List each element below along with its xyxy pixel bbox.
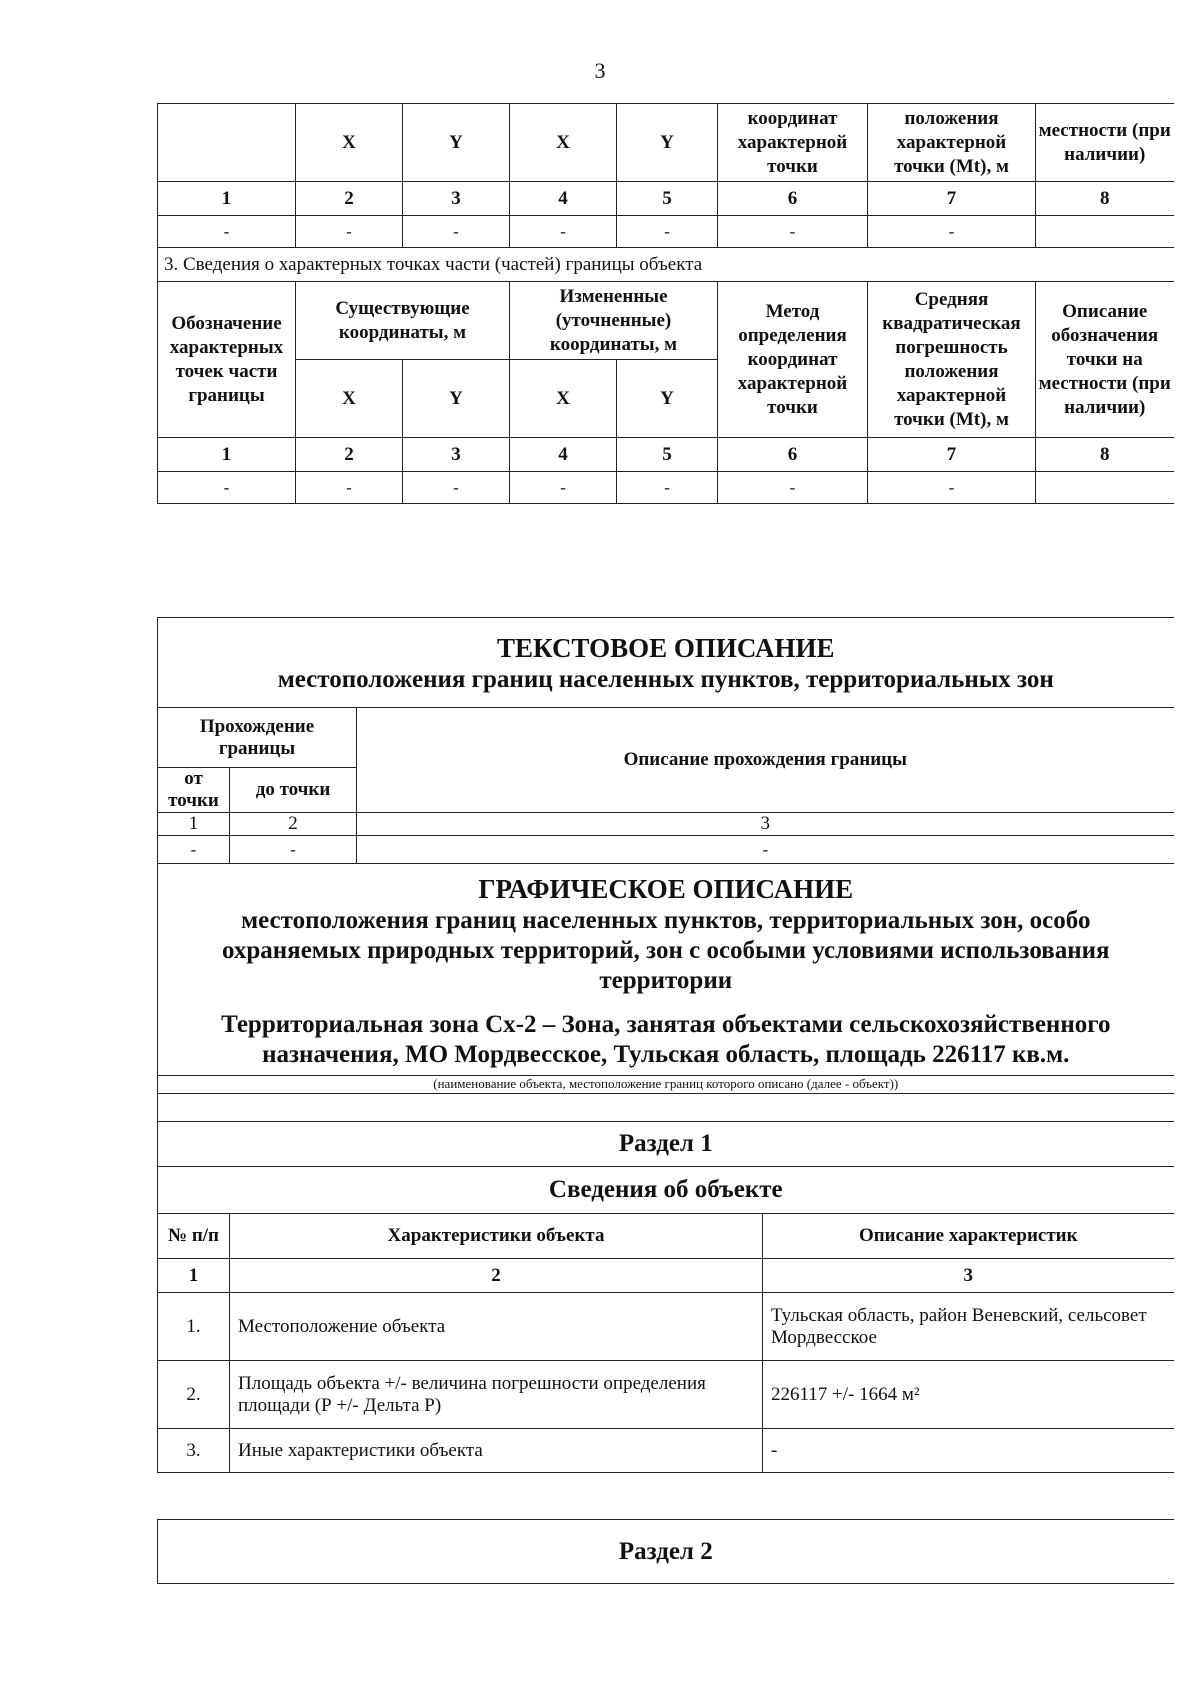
header-x: X bbox=[510, 360, 617, 438]
table-row bbox=[158, 1473, 1174, 1520]
column-number: 3 bbox=[403, 438, 510, 472]
table-row bbox=[158, 708, 1174, 768]
header-characteristics-description: Описание характеристик bbox=[763, 1214, 1174, 1259]
header-changed-coords: Измененные (уточненные) координаты, м bbox=[510, 282, 718, 360]
column-number: 2 bbox=[230, 813, 357, 836]
column-number: 5 bbox=[617, 182, 718, 216]
table-cell: - bbox=[868, 216, 1036, 248]
header-description: Описание обозначения точки на местности (при наличии) bbox=[1036, 282, 1174, 438]
header-from-point: от точки bbox=[158, 768, 230, 813]
row-number: 1. bbox=[158, 1293, 230, 1361]
text-description-heading bbox=[158, 618, 1174, 708]
table-cell: - bbox=[158, 472, 296, 504]
table-row bbox=[158, 1122, 1174, 1167]
table-row bbox=[158, 1429, 1174, 1473]
table-cell: - bbox=[617, 216, 718, 248]
table-row bbox=[158, 1214, 1174, 1259]
row-number: 3. bbox=[158, 1429, 230, 1473]
description-form bbox=[157, 617, 1174, 1584]
table-row bbox=[158, 1167, 1174, 1214]
table-cell: - bbox=[718, 216, 868, 248]
characteristic-value: Тульская область, район Веневский, сельсовет Мордвесское bbox=[763, 1293, 1174, 1361]
section-caption: 3. Сведения о характерных точках части (частей) границы объекта bbox=[158, 248, 1174, 282]
column-number: 3 bbox=[763, 1259, 1174, 1293]
column-number: 2 bbox=[230, 1259, 763, 1293]
column-number: 6 bbox=[718, 438, 868, 472]
row-number: 2. bbox=[158, 1361, 230, 1429]
header-designation: Обозначение характерных точек части границы bbox=[158, 282, 296, 438]
section1-subtitle: Сведения об объекте bbox=[158, 1167, 1174, 1214]
spacer-row bbox=[158, 1094, 1174, 1122]
column-number: 7 bbox=[868, 182, 1036, 216]
header-number: № п/п bbox=[158, 1214, 230, 1259]
column-number: 2 bbox=[296, 438, 403, 472]
text-description-title: ТЕКСТОВОЕ ОПИСАНИЕ bbox=[497, 632, 835, 663]
zone-note: (наименование объекта, местоположение границ которого описано (далее - объект)) bbox=[158, 1076, 1174, 1094]
table-cell: положения характерной точки (Mt), м bbox=[868, 104, 1036, 182]
header-characteristics: Характеристики объекта bbox=[230, 1214, 763, 1259]
column-number: 1 bbox=[158, 1259, 230, 1293]
table-row bbox=[158, 1094, 1174, 1122]
table-cell: координат характерной точки bbox=[718, 104, 868, 182]
table-cell: местности (при наличии) bbox=[1036, 104, 1174, 182]
table-row bbox=[158, 1076, 1174, 1094]
table-row bbox=[158, 248, 1174, 282]
table-row bbox=[158, 1259, 1174, 1293]
column-number: 8 bbox=[1036, 182, 1174, 216]
table-row bbox=[158, 836, 1174, 864]
table-row bbox=[158, 472, 1174, 504]
table-cell: - bbox=[158, 216, 296, 248]
header-y: Y bbox=[617, 360, 718, 438]
table-cell: - bbox=[403, 472, 510, 504]
characteristic-name: Площадь объекта +/- величина погрешности определения площади (Р +/- Дельта Р) bbox=[230, 1361, 763, 1429]
table-cell: X bbox=[296, 104, 403, 182]
table-cell bbox=[1036, 472, 1174, 504]
table-cell: X bbox=[510, 104, 617, 182]
column-number: 4 bbox=[510, 182, 617, 216]
characteristic-value: - bbox=[763, 1429, 1174, 1473]
table-row bbox=[158, 438, 1174, 472]
header-existing-coords: Существующие координаты, м bbox=[296, 282, 510, 360]
header-passage-description: Описание прохождения границы bbox=[357, 708, 1174, 813]
table-cell: - bbox=[230, 836, 357, 864]
table-row bbox=[158, 216, 1174, 248]
section1-title: Раздел 1 bbox=[158, 1122, 1174, 1167]
coordinates-table bbox=[157, 103, 1174, 504]
column-number: 3 bbox=[403, 182, 510, 216]
characteristic-name: Иные характеристики объекта bbox=[230, 1429, 763, 1473]
table-cell: - bbox=[510, 216, 617, 248]
text-description-subtitle: местоположения границ населенных пунктов, территориальных зон bbox=[277, 665, 1054, 693]
graphic-description-subtitle: местоположения границ населенных пунктов, территориальных зон, особо охраняемых природных территорий, зон с особыми условиями использования территории bbox=[221, 907, 1110, 994]
table-row bbox=[158, 813, 1174, 836]
table-cell: - bbox=[718, 472, 868, 504]
table-row bbox=[158, 1361, 1174, 1429]
table-cell: - bbox=[357, 836, 1174, 864]
column-number: 6 bbox=[718, 182, 868, 216]
column-number: 5 bbox=[617, 438, 718, 472]
graphic-description-heading bbox=[158, 864, 1174, 1076]
section2-title: Раздел 2 bbox=[158, 1520, 1174, 1584]
table-row bbox=[158, 182, 1174, 216]
table-cell: Y bbox=[403, 104, 510, 182]
table-cell: Y bbox=[617, 104, 718, 182]
table-row bbox=[158, 282, 1174, 360]
header-passage: Прохождение границы bbox=[158, 708, 357, 768]
header-x: X bbox=[296, 360, 403, 438]
table-cell: - bbox=[868, 472, 1036, 504]
zone-title: Территориальная зона Сх-2 – Зона, занятая объектами сельскохозяйственного назначения, МО Мордвесское, Тульская область, площадь 226117 кв.м. bbox=[221, 1011, 1111, 1068]
column-number: 1 bbox=[158, 182, 296, 216]
table-row bbox=[158, 618, 1174, 708]
column-number: 1 bbox=[158, 438, 296, 472]
column-number: 8 bbox=[1036, 438, 1174, 472]
table-row bbox=[158, 1520, 1174, 1584]
column-number: 2 bbox=[296, 182, 403, 216]
table-cell bbox=[1036, 216, 1174, 248]
table-cell: - bbox=[510, 472, 617, 504]
table-row bbox=[158, 1293, 1174, 1361]
table-cell: - bbox=[296, 216, 403, 248]
spacer-row bbox=[158, 1473, 1174, 1520]
table-row bbox=[158, 104, 1174, 182]
table-cell: - bbox=[617, 472, 718, 504]
characteristic-name: Местоположение объекта bbox=[230, 1293, 763, 1361]
header-y: Y bbox=[403, 360, 510, 438]
column-number: 4 bbox=[510, 438, 617, 472]
page-number: 3 bbox=[594, 58, 606, 83]
header-to-point: до точки bbox=[230, 768, 357, 813]
table-cell: - bbox=[403, 216, 510, 248]
column-number: 1 bbox=[158, 813, 230, 836]
table-row bbox=[158, 864, 1174, 1076]
characteristic-value: 226117 +/- 1664 м² bbox=[763, 1361, 1174, 1429]
header-error: Средняя квадратическая погрешность положения характерной точки (Mt), м bbox=[868, 282, 1036, 438]
header-method: Метод определения координат характерной точки bbox=[718, 282, 868, 438]
column-number: 7 bbox=[868, 438, 1036, 472]
table-cell: - bbox=[158, 836, 230, 864]
column-number: 3 bbox=[357, 813, 1174, 836]
graphic-description-title: ГРАФИЧЕСКОЕ ОПИСАНИЕ bbox=[478, 874, 854, 904]
table-cell bbox=[158, 104, 296, 182]
table-cell: - bbox=[296, 472, 403, 504]
